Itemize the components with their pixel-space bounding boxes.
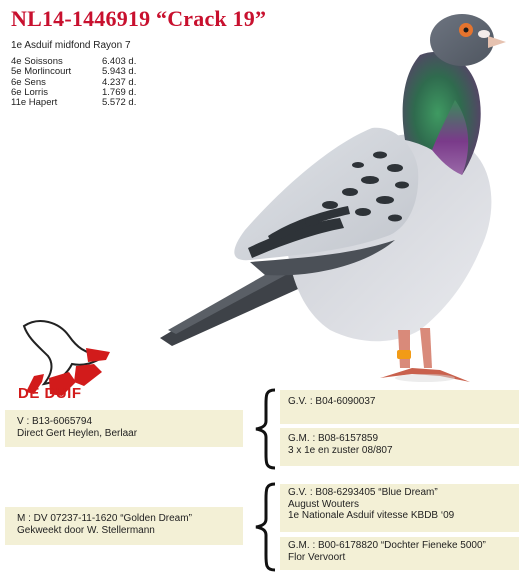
result-distance: 1.769 d. [102,86,137,98]
mother-gm-panel [280,537,519,570]
father-ring: V : B13-6065794 [17,416,93,427]
father-gm-ring: G.M. : B08-6157859 [288,433,379,444]
result-distance: 6.403 d. [102,56,137,67]
result-race: 6e Lorris [11,86,48,98]
mother-panel [5,507,243,545]
mother-gm-ring: G.M. : B00-6178820 “Dochter Fieneke 5000” [288,540,486,551]
father-origin: Direct Gert Heylen, Berlaar [17,427,138,439]
father-brace [253,388,277,470]
mother-origin: Gekweekt door W. Stellermann [17,524,155,536]
logo-text: DE DUIF [18,385,82,402]
father-panel [5,410,243,447]
mother-gm-breeder: Flor Vervoort [288,551,346,563]
mother-ring: M : DV 07237-11-1620 “Golden Dream” [17,513,192,524]
mother-brace [253,482,277,572]
result-race: 4e Soissons [11,56,63,67]
pigeon-photo [150,8,520,388]
result-distance: 5.572 d. [102,97,137,109]
mother-gv-breeder: August Wouters [288,498,359,510]
father-gv-panel [280,390,519,424]
result-distance: 4.237 d. [102,76,137,88]
pigeon-title: NL14-1446919 “Crack 19” [11,6,267,31]
result-distance: 5.943 d. [102,66,137,78]
pigeon-subtitle: 1e Asduif midfond Rayon 7 [11,40,131,51]
mother-gv-panel [280,484,519,532]
result-race: 11e Hapert [11,97,58,109]
results-list [11,57,152,108]
mother-gv-info: 1e Nationale Asduif vitesse KBDB ‘09 [288,510,455,521]
father-gv-ring: G.V. : B04-6090037 [288,396,376,407]
mother-gv-ring: G.V. : B08-6293405 “Blue Dream” [288,487,438,498]
father-gm-panel [280,428,519,466]
result-row [11,98,152,108]
result-race: 6e Sens [11,76,46,88]
result-race: 5e Morlincourt [11,66,72,78]
father-gm-info: 3 x 1e en zuster 08/807 [288,444,393,456]
